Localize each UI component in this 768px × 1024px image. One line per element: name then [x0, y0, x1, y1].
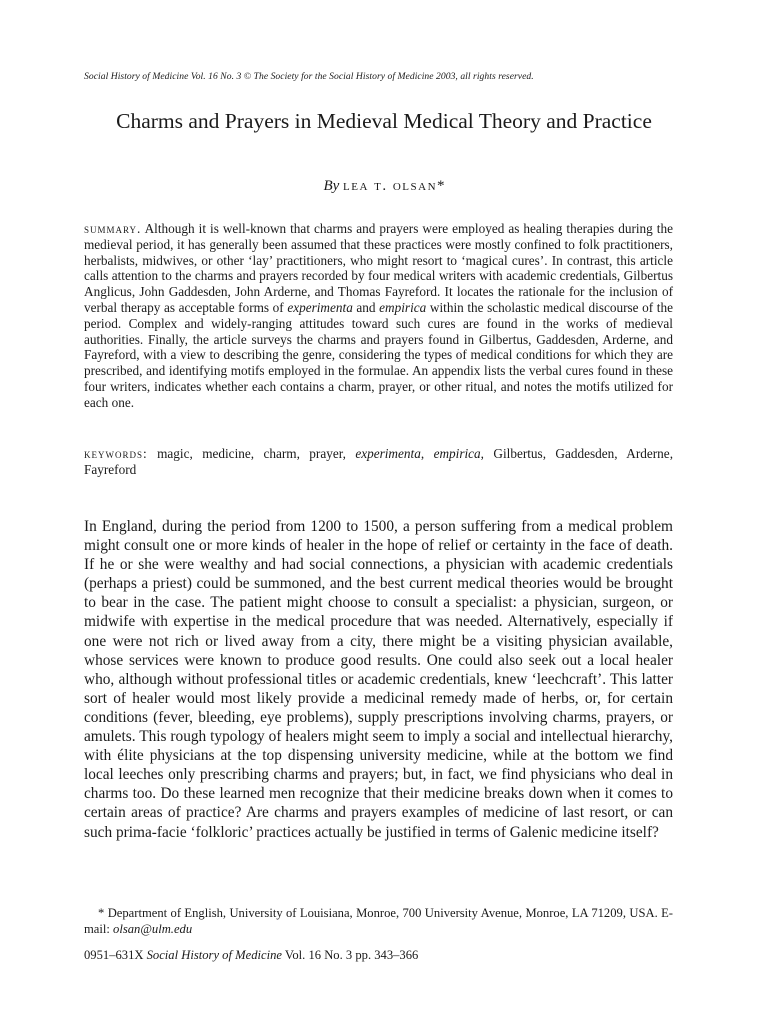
summary-italic-empirica: empirica	[379, 299, 427, 315]
running-head: Social History of Medicine Vol. 16 No. 3 © The Society for the Social History of Medicine 2003, all rights reserved.	[84, 71, 534, 82]
keywords-text-3: , Gilbertus, Gaddesden, Arderne, Fayreford	[84, 446, 674, 477]
summary-text-1: Although it is well-known that charms and prayers were employed as healing therapies during the medieval period, it has generally been assumed that these practices were mostly confined to folk practitioners, herbalists, midwives, or other ‘lay’ practitioners, who might resort to ‘magical cures’. In contrast, this article calls attention to the charms and prayers recorded by four medical writers with academic credentials, Gilbertus Anglicus, John Gaddesden, John Arderne, and Thomas Fayreford. It locates the rationale for the inclusion of verbal therapy as acceptable forms of	[84, 221, 673, 315]
keywords	[84, 446, 673, 478]
keywords-italic-experimenta: experimenta	[355, 446, 421, 461]
citation-journal: Social History of Medicine	[146, 948, 282, 962]
keywords-italic-empirica: empirica	[433, 446, 481, 461]
footnote-email: olsan@ulm.edu	[113, 921, 193, 936]
article-title: Charms and Prayers in Medieval Medical Theory and Practice	[116, 109, 652, 133]
keywords-label: keywords:	[84, 446, 148, 461]
author-footnote	[84, 906, 673, 937]
footnote-mark: *	[98, 906, 105, 920]
summary-abstract	[84, 221, 673, 411]
keywords-text-2: ,	[420, 446, 434, 461]
byline-by: By	[323, 178, 340, 194]
keywords-text-1: magic, medicine, charm, prayer,	[147, 446, 356, 461]
author-name: lea t. olsan	[343, 178, 438, 194]
summary-text-2: and	[352, 299, 380, 315]
footnote-text: Department of English, University of Louisiana, Monroe, 700 University Avenue, Monroe, LA 71209, USA. E-mail:	[84, 906, 673, 936]
byline	[84, 178, 684, 195]
author-footnote-mark: *	[437, 178, 445, 194]
citation-issn: 0951–631X	[84, 948, 147, 962]
summary-text-3: within the scholastic medical discourse of the period. Complex and widely-ranging attitudes toward such cures are found in the works of medieval authorities. Finally, the article surveys the charms and prayers found in Gilbertus, Gaddesden, Arderne, and Fayreford, with a view to describing the genre, considering the types of medical conditions for which they are prescribed, and identifying motifs employed in the formulae. An appendix lists the verbal cures found in these four writers, indicates whether each contains a charm, prayer, or other ritual, and notes the motifs utilized for each one.	[84, 299, 673, 410]
summary-label: summary.	[84, 221, 142, 236]
body-paragraph: In England, during the period from 1200 to 1500, a person suffering from a medical problem might consult one or more kinds of healer in the hope of relief or certainty in the face of death. If he or she were wealthy and had social connections, a physician with academic credentials (perhaps a priest) could be summoned, and the best current medical theories would be brought to bear in the case. The patient might choose to consult a specialist: a physician, surgeon, or midwife with expertise in the medical procedure that was needed. Alternatively, especially if one were not rich or lived away from a city, there might be a visiting physician available, whose services were known to produce good results. One could also seek out a local healer who, although without professional titles or academic credentials, knew ‘leechcraft’. This latter sort of healer would most likely provide a medicinal remedy made of herbs, or, for certain conditions (fever, bleeding, eye problems), supply prescriptions involving charms, prayers, or amulets. This rough typology of healers might seem to imply a social and intellectual hierarchy, with élite physicians at the top dispensing university medicine, while at the bottom we find local leeches only prescribing charms and prayers; but, in fact, we find physicians who deal in charms too. Do these learned men recognize that their medicine breaks down when it comes to certain areas of practice? Are charms and prayers examples of medicine of last resort, or can such prima-facie ‘folkloric’ practices actually be justified in terms of Galenic medicine itself?	[84, 518, 673, 841]
citation-line	[84, 948, 673, 963]
citation-volume: Vol. 16 No. 3 pp. 343–366	[281, 948, 419, 962]
summary-italic-experimenta: experimenta	[287, 299, 353, 315]
